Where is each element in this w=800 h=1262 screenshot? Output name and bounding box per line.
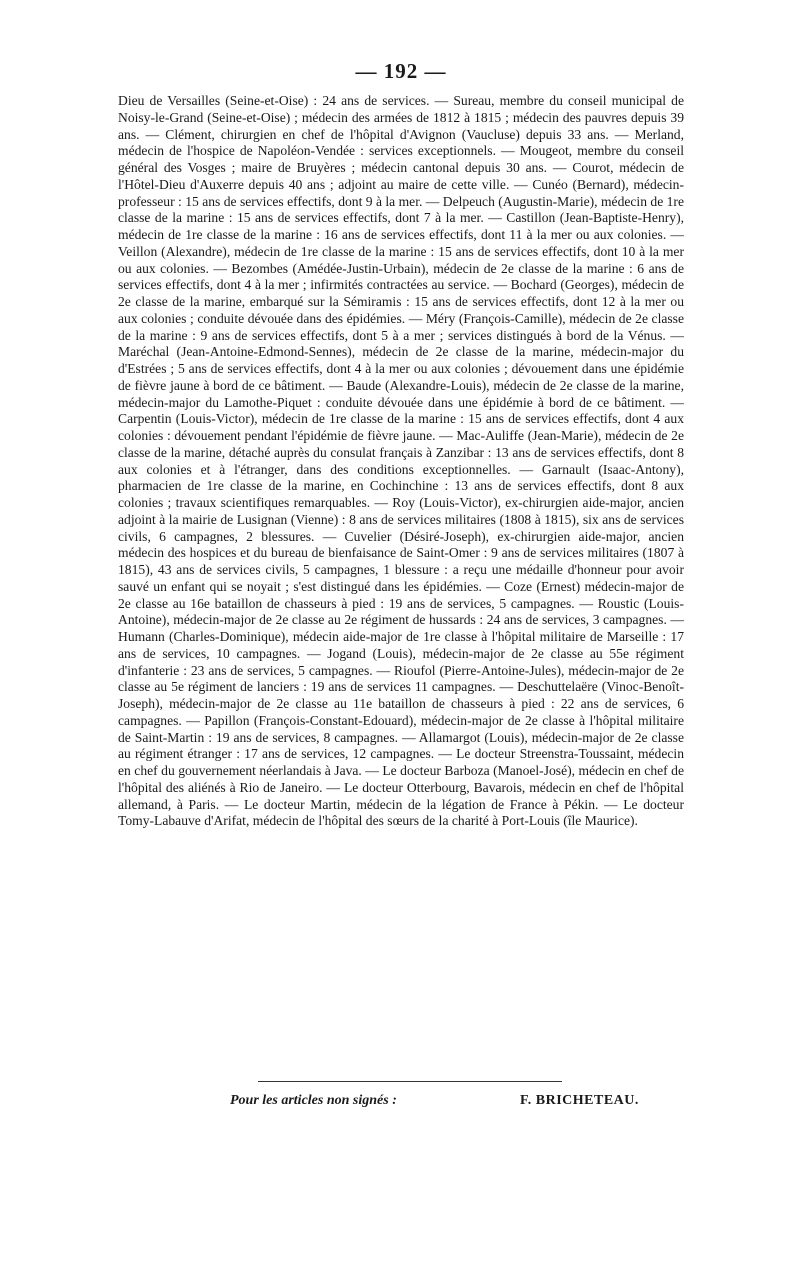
document-page [118, 58, 684, 830]
page-number: — 192 — [355, 59, 447, 83]
signature-name: F. BRICHETEAU. [520, 1093, 639, 1108]
signature-label: Pour les articles non signés : [230, 1093, 397, 1108]
signature-divider [258, 1081, 562, 1082]
body-paragraph: Dieu de Versailles (Seine-et-Oise) : 24 ans de services. — Sureau, membre du conseil municipal de Noisy-le-Grand (Seine-et-Oise) ; médecin des armées de 1812 à 1815 ; médecin des pauvres depuis 39 ans. — Clément, chirurgien en chef de l'hôpital d'Avignon (Vaucluse) depuis 33 ans. — Merland, médecin de l'hospice de Napoléon-Vendée : services exceptionnels. — Mougeot, membre du conseil général des Vosges ; maire de Bruyères ; médecin cantonal depuis 30 ans. — Courot, médecin de l'Hôtel-Dieu d'Auxerre depuis 40 ans ; adjoint au maire de cette ville. — Cunéo (Bernard), médecin-professeur : 15 ans de services effectifs, dont 9 à la mer. — Delpeuch (Augustin-Marie), médecin de 1re classe de la marine : 15 ans de services effectifs, dont 7 à la mer. — Castillon (Jean-Baptiste-Henry), médecin de 1re classe de la marine : 16 ans de services effectifs, dont 11 à la mer ou aux colonies. — Veillon (Alexandre), médecin de 1re classe de la marine : 15 ans de services effectifs, dont 10 à la mer ou aux colonies. — Bezombes (Amédée-Justin-Urbain), médecin de 2e classe de la marine : 6 ans de services effectifs, dont 4 à la mer ; infirmités contractées au service. — Bochard (Georges), médecin de 2e classe de la marine, embarqué sur la Sémiramis : 15 ans de services effectifs, dont 12 à la mer ou aux colonies ; conduite dévouée dans des épidémies. — Méry (François-Camille), médecin de 2e classe de la marine : 9 ans de services effectifs, dont 5 à a mer ; services distingués à bord de la Vénus. — Maréchal (Jean-Antoine-Edmond-Sennes), médecin de 2e classe de la marine, médecin-major du d'Estrées ; 5 ans de services effectifs, dont 4 à la mer ou aux colonies ; dévouement dans une épidémie de fièvre jaune à bord de ce bâtiment. — Baude (Alexandre-Louis), médecin de 2e classe de la marine, médecin-major du Lamothe-Piquet : conduite dévouée dans une épidémie à bord de ce bâtiment. — Carpentin (Louis-Victor), médecin de 1re classe de la marine : 15 ans de services effectifs, dont 4 aux colonies : dévouement pendant l'épidémie de fièvre jaune. — Mac-Auliffe (Jean-Marie), médecin de 2e classe de la marine, détaché auprès du consulat français à Zanzibar : 13 ans de services effectifs, dont 8 aux colonies et à l'étranger, dans des conditions exceptionnelles. — Garnault (Isaac-Antony), pharmacien de 1re classe de la marine, en Cochinchine : 13 ans de services effectifs, dont 8 aux colonies ; travaux scientifiques remarquables. — Roy (Louis-Victor), ex-chirurgien aide-major, ancien adjoint à la mairie de Lusignan (Vienne) : 8 ans de services militaires (1808 à 1815), six ans de services civils, 6 campagnes, 2 blessures. — Cuvelier (Désiré-Joseph), ex-chirurgien aide-major, ancien médecin des hospices et du bureau de bienfaisance de Saint-Omer : 9 ans de services militaires (1807 à 1815), 43 ans de services civils, 5 campagnes, 1 blessure : a reçu une médaille d'honneur pour avoir sauvé un enfant qui se noyait ; s'est distingué dans les épidémies. — Coze (Ernest) médecin-major de 2e classe au 16e bataillon de chasseurs à pied : 19 ans de services, 5 campagnes. — Roustic (Louis-Antoine), médecin-major de 2e classe au 2e régiment de hussards : 24 ans de services, 3 campagnes. — Humann (Charles-Dominique), médecin aide-major de 1re classe à l'hôpital militaire de Marseille : 17 ans de services, 10 campagnes. — Jogand (Louis), médecin-major de 2e classe au 55e régiment d'infanterie : 23 ans de services, 5 campagnes. — Rioufol (Pierre-Antoine-Jules), médecin-major de 2e classe au 5e régiment de lanciers : 19 ans de services 11 campagnes. — Deschuttelaëre (Vinoc-Benoît-Joseph), médecin-major de 2e classe au 11e bataillon de chasseurs à pied : 22 ans de services, 6 campagnes. — Papillon (François-Constant-Edouard), médecin-major de 2e classe à l'hôpital militaire de Saint-Martin : 19 ans de services, 8 campagnes. — Allamargot (Louis), médecin-major de 2e classe au régiment étranger : 17 ans de services, 12 campagnes. — Le docteur Streenstra-Toussaint, médecin en chef du gouvernement néerlandais à Java. — Le docteur Barboza (Manoel-José), médecin en chef de l'hôpital des aliénés à Rio de Janeiro. — Le docteur Otterbourg, Bavarois, médecin en chef de l'hôpital allemand, à Paris. — Le docteur Martin, médecin de la légation de France à Pékin. — Le docteur Tomy-Labauve d'Arifat, médecin de l'hôpital des sœurs de la charité à Port-Louis (île Maurice). [118, 93, 684, 829]
